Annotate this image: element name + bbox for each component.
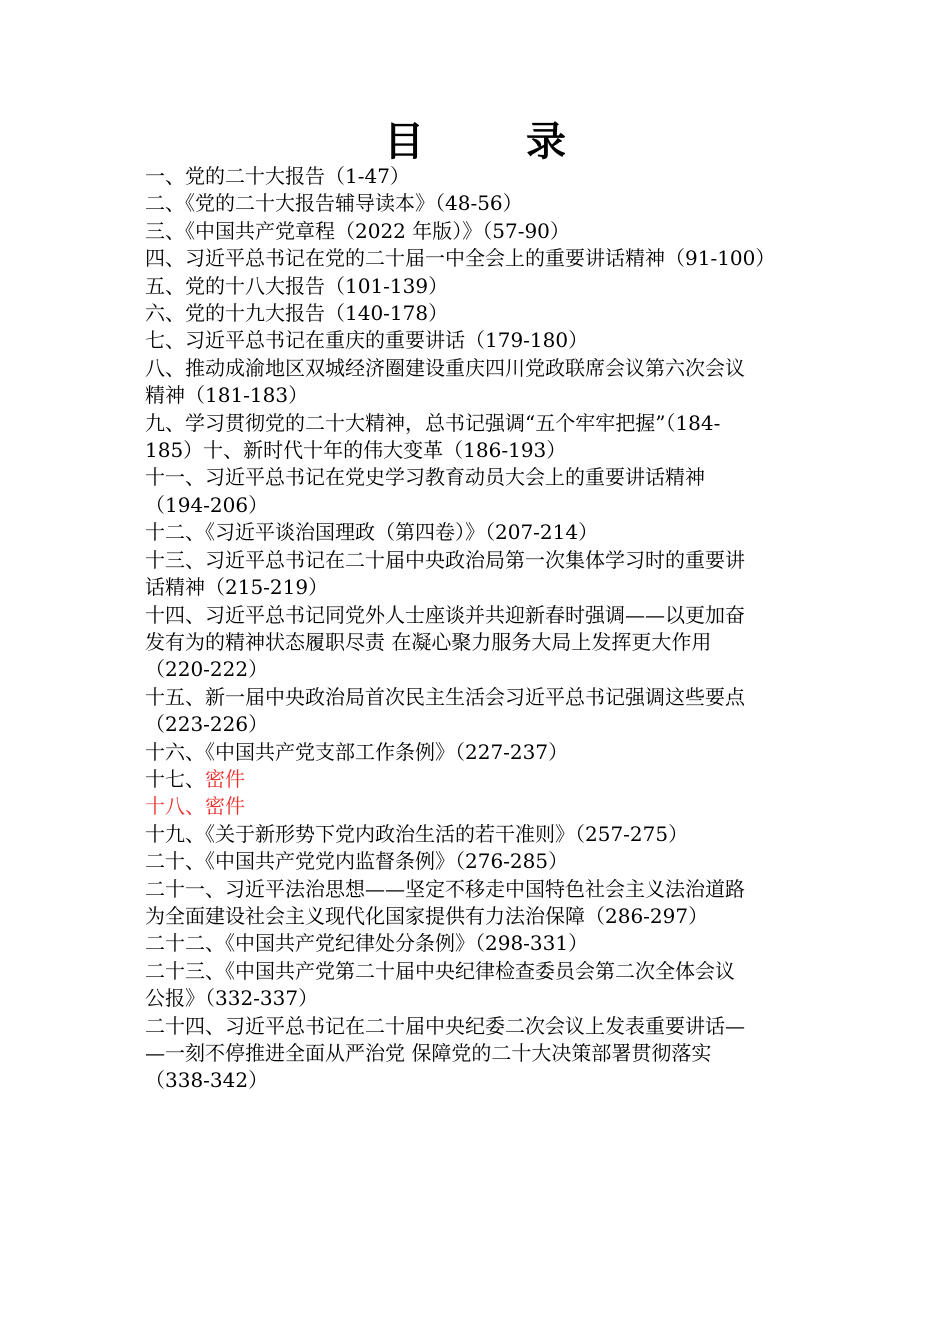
toc-entry-line: （194-206） bbox=[145, 492, 269, 517]
toc-entry-line: （223-226） bbox=[145, 712, 269, 737]
toc-entry bbox=[145, 958, 825, 1013]
toc-entry-line: —一刻不停推进全面从严治党 保障党的二十大决策部署贯彻落实 bbox=[145, 1041, 712, 1065]
toc-entry-line: （220-222） bbox=[145, 657, 269, 682]
toc-entry bbox=[145, 273, 825, 300]
toc-entry-line: 五、党的十八大报告（101-139） bbox=[145, 273, 449, 298]
toc-entry-line: 185）十、新时代十年的伟大变革（186-193） bbox=[145, 438, 567, 463]
toc-entry-line bbox=[145, 766, 825, 793]
toc-entry bbox=[145, 464, 825, 519]
classified-label: 密件 bbox=[205, 766, 245, 791]
toc-entry-line: 二十、《中国共产党党内监督条例》（276-285） bbox=[145, 849, 569, 874]
toc-entry bbox=[145, 1013, 825, 1095]
toc-entry-line: （338-342） bbox=[145, 1068, 269, 1093]
toc-entry bbox=[145, 218, 825, 245]
toc-entry-line: 七、习近平总书记在重庆的重要讲话（179-180） bbox=[145, 328, 589, 353]
toc-entry-line: 一、党的二十大报告（1-47） bbox=[145, 164, 410, 188]
toc-entry-line: 二十三、《中国共产党第二十届中央纪律检查委员会第二次全体会议 bbox=[145, 958, 735, 983]
toc-entry bbox=[145, 163, 825, 190]
toc-entry bbox=[145, 793, 825, 820]
toc-entry-line: 二十二、《中国共产党纪律处分条例》（298-331） bbox=[145, 931, 589, 956]
toc-entry bbox=[145, 766, 825, 793]
toc-entry bbox=[145, 821, 825, 848]
classified-label: 密件 bbox=[205, 794, 245, 819]
toc-entry bbox=[145, 327, 825, 354]
table-of-contents bbox=[145, 163, 825, 1095]
toc-entry-line: 二十一、习近平法治思想——坚定不移走中国特色社会主义法治道路 bbox=[145, 876, 745, 901]
toc-entry-line: 四、习近平总书记在党的二十届一中全会上的重要讲话精神（91-100） bbox=[145, 246, 776, 271]
toc-entry-line: 为全面建设社会主义现代化国家提供有力法治保障（286-297） bbox=[145, 903, 709, 928]
toc-entry bbox=[145, 547, 825, 602]
toc-entry-line: 十三、习近平总书记在二十届中央政治局第一次集体学习时的重要讲 bbox=[145, 547, 745, 572]
toc-entry-number: 十七、 bbox=[145, 766, 205, 791]
toc-entry bbox=[145, 876, 825, 931]
toc-entry bbox=[145, 848, 825, 875]
toc-entry-line: 六、党的十九大报告（140-178） bbox=[145, 301, 449, 326]
toc-entry-line: 精神（181-183） bbox=[145, 383, 309, 408]
toc-entry bbox=[145, 739, 825, 766]
toc-entry bbox=[145, 355, 825, 410]
toc-entry-number: 十八、 bbox=[145, 794, 205, 819]
page-title: 目 录 bbox=[384, 119, 610, 165]
toc-entry-line: 三、《中国共产党章程（2022 年版）》（57-90） bbox=[145, 218, 570, 243]
toc-entry-line: 十九、《关于新形势下党内政治生活的若干准则》（257-275） bbox=[145, 821, 689, 846]
toc-entry-line: 八、推动成渝地区双城经济圈建设重庆四川党政联席会议第六次会议 bbox=[145, 355, 745, 380]
toc-entry-line: 公报》（332-337） bbox=[145, 986, 319, 1011]
toc-entry-line: 话精神（215-219） bbox=[145, 575, 329, 600]
toc-entry-line: 十一、习近平总书记在党史学习教育动员大会上的重要讲话精神 bbox=[145, 465, 705, 490]
toc-entry bbox=[145, 684, 825, 739]
toc-entry-line: 发有为的精神状态履职尽责 在凝心聚力服务大局上发挥更大作用 bbox=[145, 629, 712, 654]
toc-entry-line: 二十四、习近平总书记在二十届中央纪委二次会议上发表重要讲话— bbox=[145, 1013, 745, 1038]
toc-entry bbox=[145, 519, 825, 546]
toc-entry bbox=[145, 190, 825, 217]
toc-entry-line: 二、《党的二十大报告辅导读本》（48-56） bbox=[145, 191, 523, 216]
toc-entry-line bbox=[145, 793, 825, 820]
toc-entry bbox=[145, 300, 825, 327]
toc-entry-line: 十二、《习近平谈治国理政（第四卷）》（207-214） bbox=[145, 520, 599, 545]
toc-entry bbox=[145, 245, 825, 272]
toc-entry-line: 九、学习贯彻党的二十大精神，总书记强调“五个牢牢把握”（184- bbox=[145, 410, 721, 435]
toc-entry-line: 十六、《中国共产党支部工作条例》（227-237） bbox=[145, 739, 569, 764]
toc-entry-line: 十五、新一届中央政治局首次民主生活会习近平总书记强调这些要点 bbox=[145, 684, 745, 709]
toc-entry bbox=[145, 930, 825, 957]
toc-entry-line: 十四、习近平总书记同党外人士座谈并共迎新春时强调——以更加奋 bbox=[145, 602, 745, 627]
toc-entry bbox=[145, 410, 825, 465]
toc-entry bbox=[145, 602, 825, 684]
